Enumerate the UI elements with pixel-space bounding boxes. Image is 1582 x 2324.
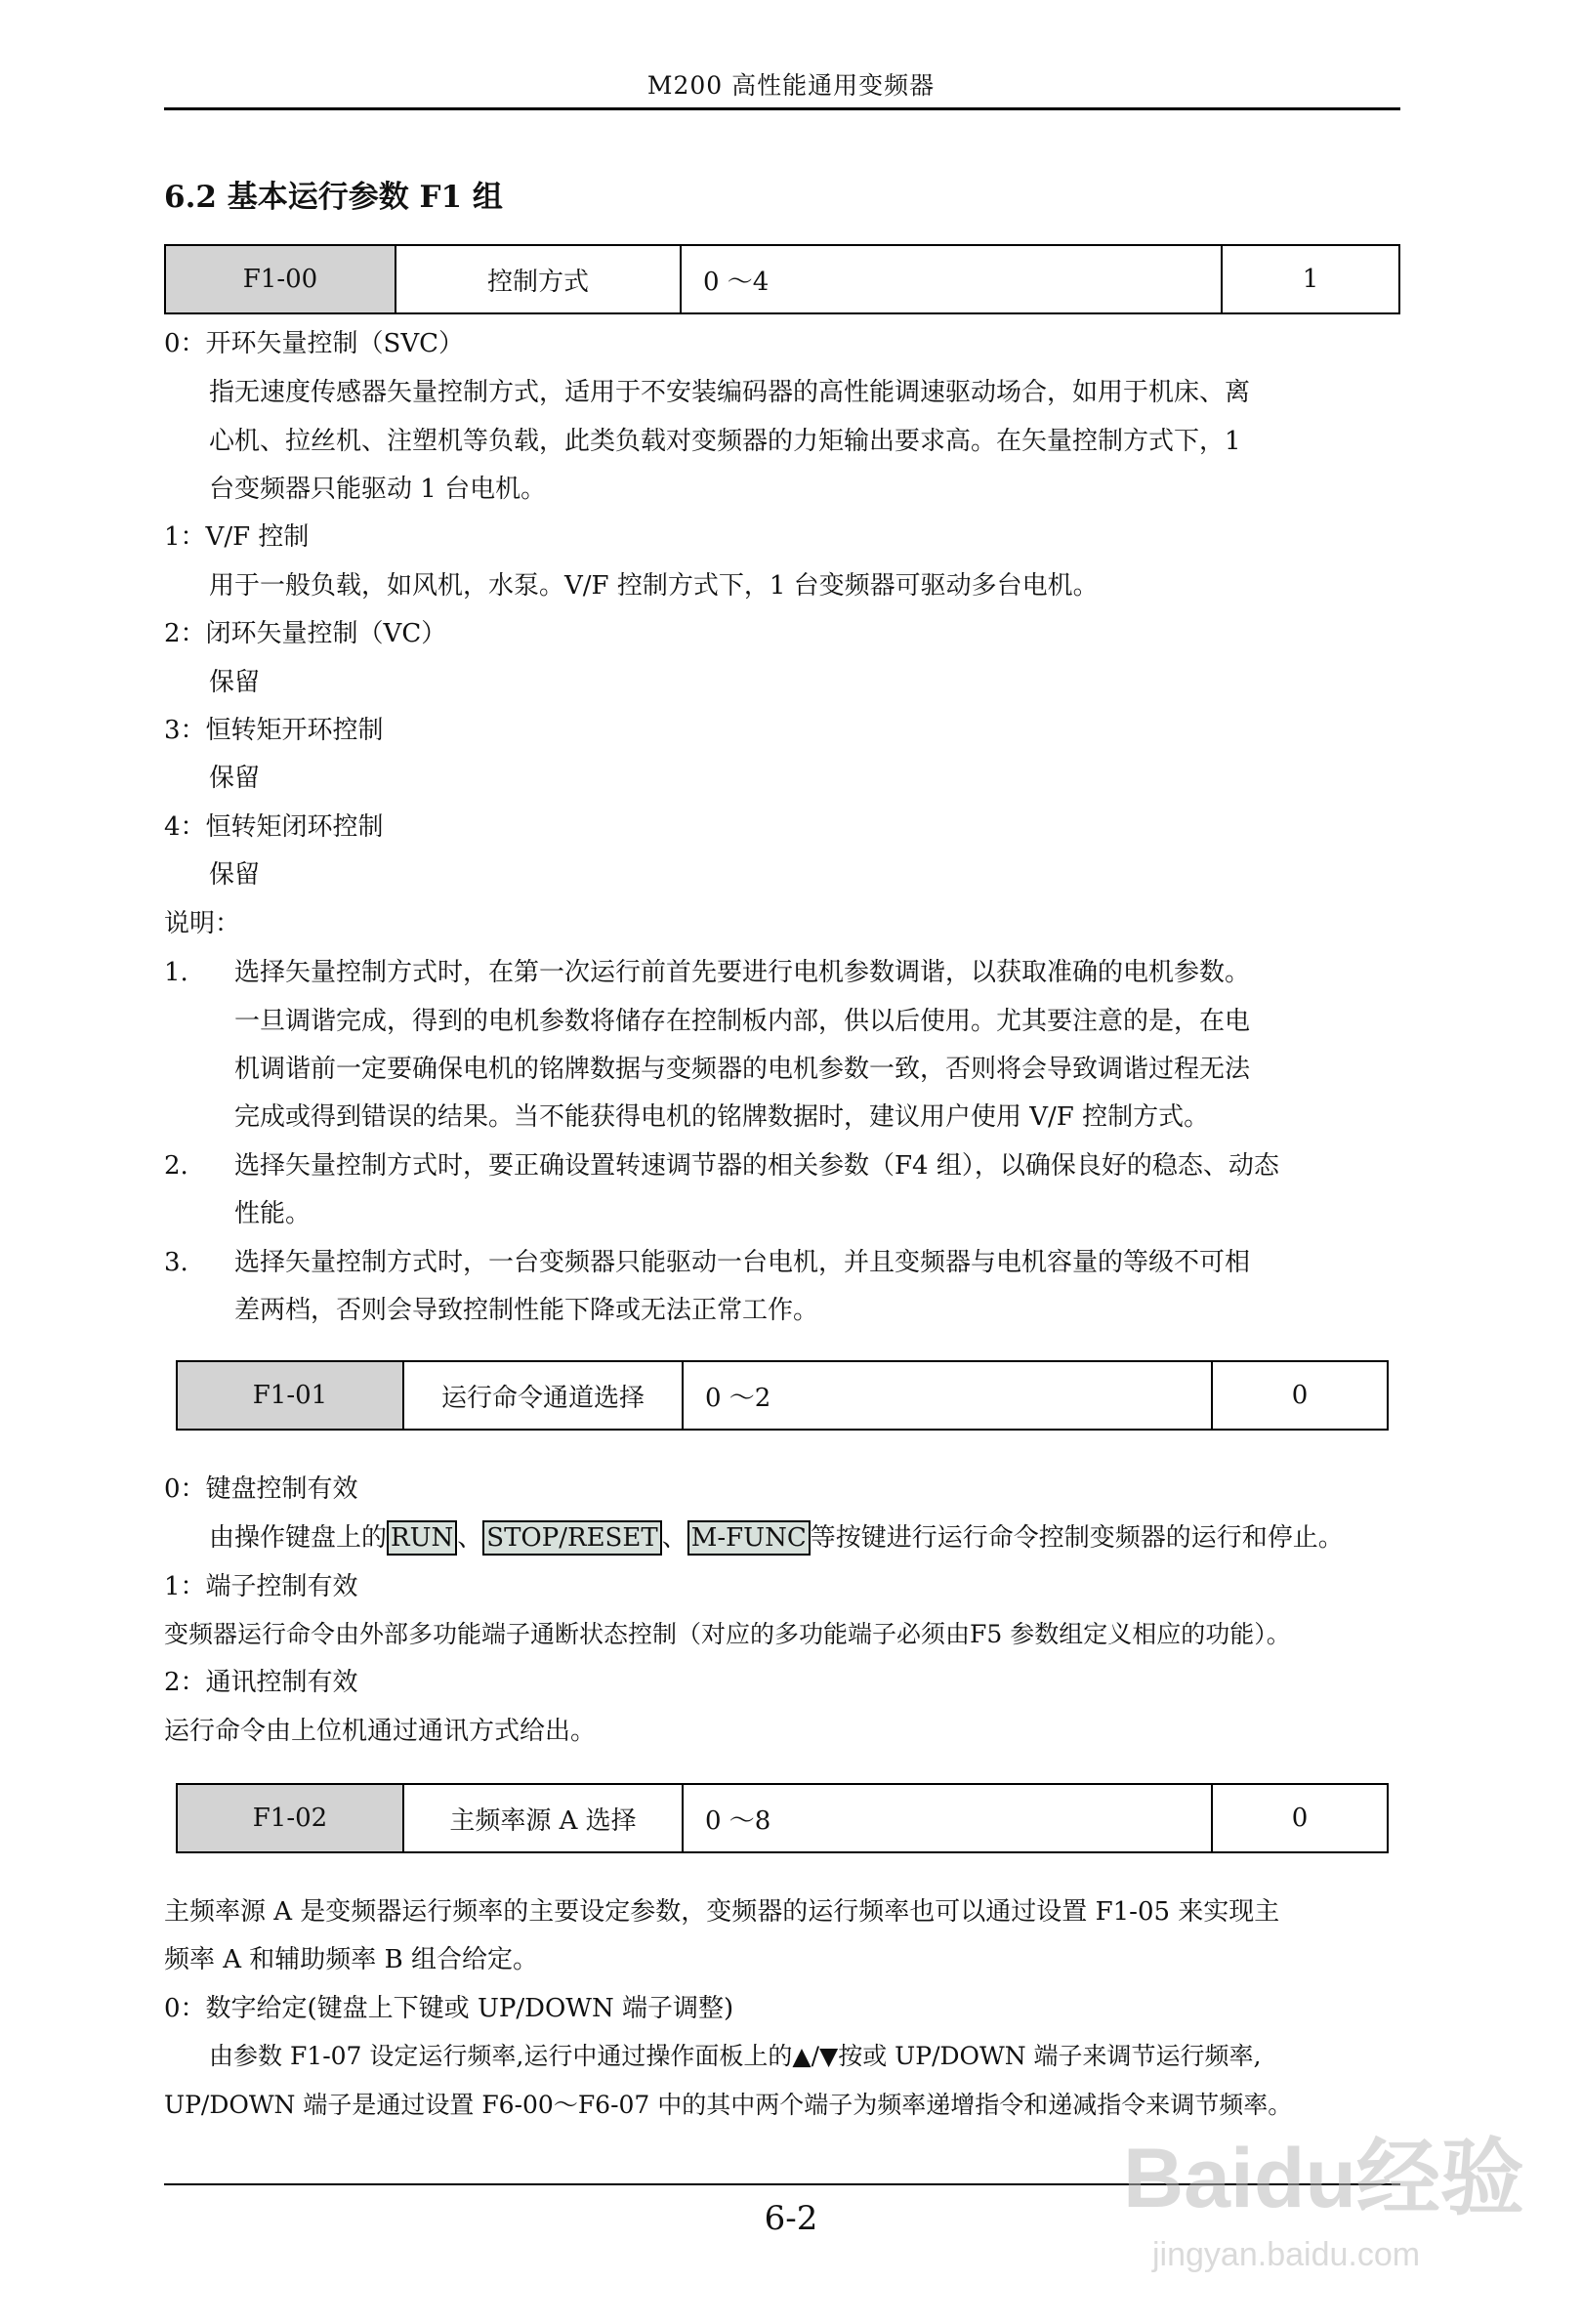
option-desc-suffix: 等按键进行运行命令控制变频器的运行和停止。 <box>810 1523 1344 1553</box>
option-title: 0：数字给定(键盘上下键或 UP/DOWN 端子调整) <box>164 1994 734 2023</box>
run-key-label: RUN <box>387 1520 457 1556</box>
note-line: 差两档，否则会导致控制性能下降或无法正常工作。 <box>234 1296 819 1325</box>
m-func-key-label: M-FUNC <box>687 1520 811 1556</box>
param-default: 0 <box>1212 1784 1388 1852</box>
stop-reset-key-label: STOP/RESET <box>482 1520 661 1556</box>
header-rule <box>164 107 1400 110</box>
param-table-f1-01 <box>176 1360 1389 1431</box>
option-title: 0：键盘控制有效 <box>164 1474 358 1504</box>
param-name: 主频率源 A 选择 <box>403 1784 683 1852</box>
watermark-url: jingyan.baidu.com <box>1152 2236 1421 2273</box>
intro-line: 主频率源 A 是变频器运行频率的主要设定参数，变频器的运行频率也可以通过设置 F1-05 来实现主 <box>164 1897 1280 1927</box>
note-line: 选择矢量控制方式时，要正确设置转速调节器的相关参数（F4 组），以确保良好的稳态、动态 <box>234 1151 1279 1181</box>
param-range: 0 ～4 <box>681 245 1222 313</box>
option-title: 1：端子控制有效 <box>164 1572 358 1601</box>
notes-title: 说明： <box>164 909 241 938</box>
note-number: 3. <box>164 1248 188 1277</box>
param-code: F1-00 <box>165 245 396 313</box>
intro-line: 频率 A 和辅助频率 B 组合给定。 <box>164 1945 538 1974</box>
param-table-f1-00 <box>164 244 1400 314</box>
param-range: 0 ～8 <box>683 1784 1212 1852</box>
note-line: 选择矢量控制方式时，在第一次运行前首先要进行电机参数调谐，以获取准确的电机参数。 <box>234 958 1251 987</box>
option-title: 2：闭环矢量控制（VC） <box>164 619 447 648</box>
option-desc-prefix: 由操作键盘上的 <box>209 1523 388 1553</box>
option-desc-line: 运行命令由上位机通过通讯方式给出。 <box>164 1717 597 1746</box>
option-desc-line: 指无速度传感器矢量控制方式，适用于不安装编码器的高性能调速驱动场合，如用于机床、离 <box>209 378 1251 407</box>
note-line: 机调谐前一定要确保电机的铭牌数据与变频器的电机参数一致，否则将会导致调谐过程无法 <box>234 1055 1251 1084</box>
option-title: 3：恒转矩开环控制 <box>164 716 384 745</box>
param-default: 1 <box>1222 245 1399 313</box>
baidu-watermark <box>1113 2070 1524 2295</box>
option-desc-line: 保留 <box>209 860 261 890</box>
separator: 、 <box>661 1523 687 1553</box>
note-number: 2. <box>164 1151 188 1181</box>
param-name: 运行命令通道选择 <box>403 1361 683 1430</box>
param-name: 控制方式 <box>396 245 681 313</box>
option-title: 4：恒转矩闭环控制 <box>164 812 384 842</box>
note-line: 一旦调谐完成，得到的电机参数将储存在控制板内部，供以后使用。尤其要注意的是，在电 <box>234 1007 1251 1036</box>
note-number: 1. <box>164 958 188 987</box>
option-desc-line: 台变频器只能驱动 1 台电机。 <box>209 475 547 504</box>
note-line: 完成或得到错误的结果。当不能获得电机的铭牌数据时，建议用户使用 V/F 控制方式。 <box>234 1102 1210 1132</box>
option-title: 0：开环矢量控制（SVC） <box>164 329 465 358</box>
option-desc-line: 变频器运行命令由外部多功能端子通断状态控制（对应的多功能端子必须由F5 参数组定义相应的功能）。 <box>164 1620 1291 1648</box>
header-title: M200 高性能通用变频器 <box>646 71 936 100</box>
param-range: 0 ～2 <box>683 1361 1212 1430</box>
param-default: 0 <box>1212 1361 1388 1430</box>
param-table-f1-02 <box>176 1783 1389 1853</box>
option-desc-line: 用于一般负载，如风机，水泵。V/F 控制方式下，1 台变频器可驱动多台电机。 <box>209 571 1099 601</box>
param-code: F1-01 <box>177 1361 403 1430</box>
option-desc-line: 心机、拉丝机、注塑机等负载，此类负载对变频器的力矩输出要求高。在矢量控制方式下，1 <box>209 427 1241 456</box>
note-line: 选择矢量控制方式时，一台变频器只能驱动一台电机，并且变频器与电机容量的等级不可相 <box>234 1248 1251 1277</box>
param-code: F1-02 <box>177 1784 403 1852</box>
option-title: 1：V/F 控制 <box>164 522 310 552</box>
watermark-brand: Baidu经验 <box>1123 2132 1524 2225</box>
option-desc-line: UP/DOWN 端子是通过设置 F6-00～F6-07 中的其中两个端子为频率递增指令和递减指令来调节频率。 <box>164 2091 1293 2119</box>
option-desc-line <box>209 1525 1344 1551</box>
option-desc-line: 保留 <box>209 668 261 697</box>
option-desc-line: 保留 <box>209 764 261 793</box>
separator: 、 <box>457 1523 483 1553</box>
page-number: 6-2 <box>764 2199 818 2238</box>
option-desc-line: 由参数 F1-07 设定运行频率,运行中通过操作面板上的▲/▼按或 UP/DOWN 端子来调节运行频率, <box>209 2042 1262 2070</box>
section-title: 6.2 基本运行参数 F1 组 <box>164 180 503 215</box>
note-line: 性能。 <box>234 1199 312 1228</box>
option-title: 2：通讯控制有效 <box>164 1668 358 1697</box>
